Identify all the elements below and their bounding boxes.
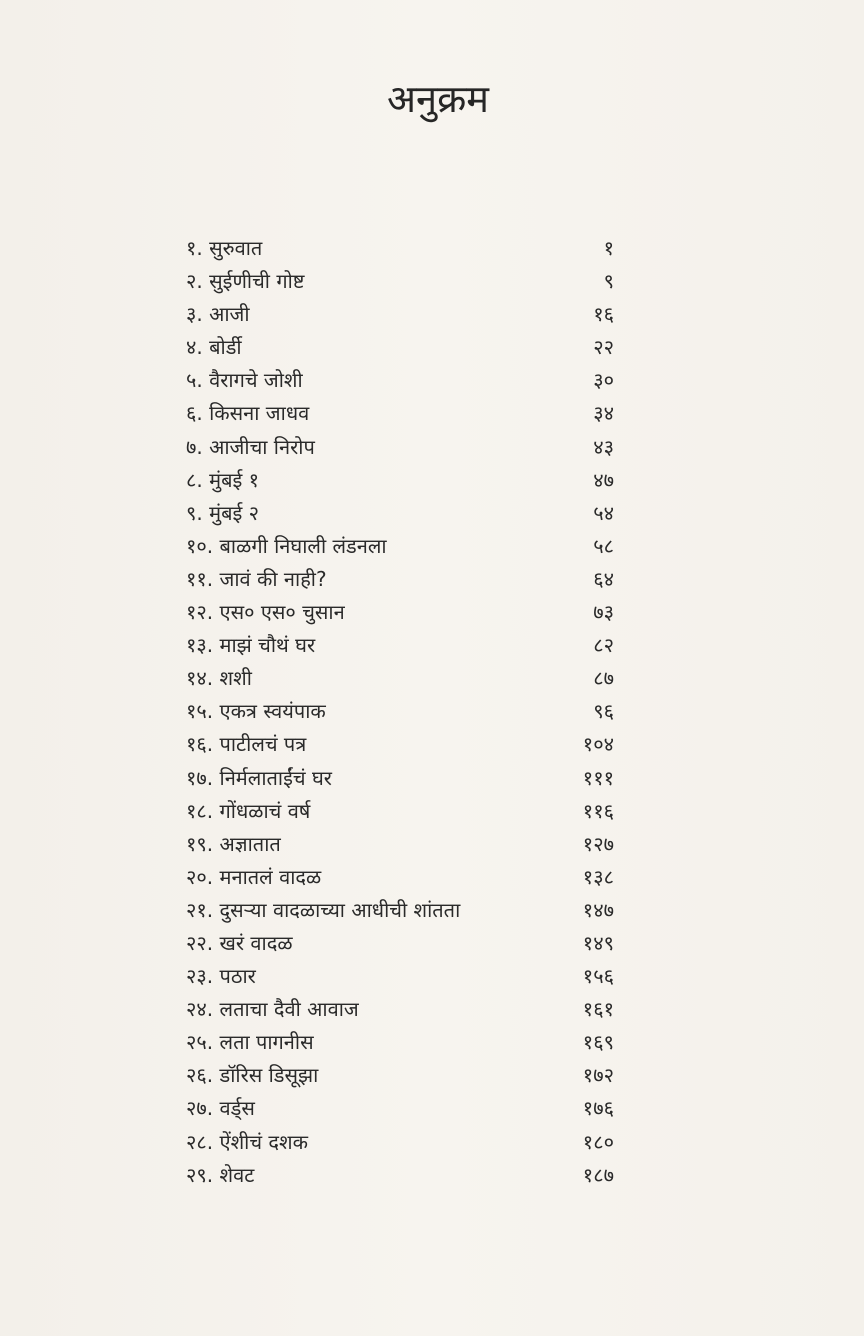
toc-row bbox=[186, 298, 618, 331]
toc-row bbox=[186, 1159, 618, 1192]
toc-entry-page: ३० bbox=[593, 368, 614, 393]
toc-entry-page: १७२ bbox=[582, 1063, 614, 1088]
toc-row bbox=[186, 331, 618, 364]
toc-entry-page: १५६ bbox=[582, 964, 614, 989]
toc-entry-title: २७. वर्ड्स bbox=[186, 1096, 255, 1121]
toc-entry-title: १०. बाळगी निघाली लंडनला bbox=[186, 533, 387, 558]
toc-entry-page: १२७ bbox=[582, 831, 614, 856]
toc-row bbox=[186, 629, 618, 662]
toc-entry-title: ३. आजी bbox=[186, 302, 250, 327]
toc-entry-page: २२ bbox=[593, 335, 614, 360]
toc-row bbox=[186, 662, 618, 695]
toc-row bbox=[186, 894, 618, 927]
toc-row bbox=[186, 431, 618, 464]
toc-entry-title: ४. बोर्डी bbox=[186, 335, 242, 360]
toc-entry-page: ८७ bbox=[593, 666, 614, 691]
toc-entry-page: १६९ bbox=[582, 1030, 614, 1055]
toc-row bbox=[186, 1126, 618, 1159]
toc-entry-title: २५. लता पागनीस bbox=[186, 1030, 314, 1055]
toc-row bbox=[186, 795, 618, 828]
toc-row bbox=[186, 927, 618, 960]
toc-entry-title: १६. पाटीलचं पत्र bbox=[186, 732, 307, 757]
toc-entry-title: २८. ऐंशीचं दशक bbox=[186, 1129, 308, 1154]
toc-row bbox=[186, 828, 618, 861]
toc-entry-title: १. सुरुवात bbox=[186, 236, 263, 260]
toc-entry-page: १८७ bbox=[582, 1162, 614, 1187]
toc-entry-title: १८. गोंधळाचं वर्ष bbox=[186, 798, 311, 823]
toc-entry-title: २६. डॉरिस डिसूझा bbox=[186, 1063, 319, 1088]
toc-entry-page: १७६ bbox=[582, 1096, 614, 1121]
table-of-contents bbox=[186, 232, 618, 1192]
toc-entry-title: २०. मनातलं वादळ bbox=[186, 864, 322, 889]
toc-entry-title: ९. मुंबई २ bbox=[186, 500, 260, 525]
toc-row bbox=[186, 861, 618, 894]
toc-entry-title: १९. अज्ञातात bbox=[186, 831, 281, 856]
toc-entry-page: १११ bbox=[582, 765, 614, 790]
toc-row bbox=[186, 596, 618, 629]
toc-entry-page: ४३ bbox=[593, 434, 614, 459]
toc-entry-page: ९ bbox=[603, 269, 614, 294]
toc-row bbox=[186, 695, 618, 728]
toc-entry-page: ५४ bbox=[593, 500, 614, 525]
toc-row bbox=[186, 364, 618, 397]
toc-row bbox=[186, 497, 618, 530]
toc-row bbox=[186, 530, 618, 563]
toc-row bbox=[186, 232, 618, 265]
toc-row bbox=[186, 397, 618, 430]
toc-row bbox=[186, 960, 618, 993]
toc-entry-title: २. सुईणीची गोष्ट bbox=[186, 269, 305, 294]
toc-entry-page: १४९ bbox=[582, 930, 614, 955]
toc-row bbox=[186, 993, 618, 1026]
toc-row bbox=[186, 1059, 618, 1092]
toc-entry-page: ११६ bbox=[582, 798, 614, 823]
toc-entry-page: ३४ bbox=[593, 401, 614, 426]
toc-entry-title: ६. किसना जाधव bbox=[186, 401, 310, 426]
toc-entry-title: १२. एस० एस० चुसान bbox=[186, 600, 345, 625]
toc-entry-title: १४. शशी bbox=[186, 666, 252, 691]
toc-entry-title: २१. दुसऱ्या वादळाच्या आधीची शांतता bbox=[186, 897, 461, 922]
toc-entry-title: ५. वैरागचे जोशी bbox=[186, 368, 303, 393]
toc-entry-page: ८२ bbox=[593, 633, 614, 658]
toc-row bbox=[186, 1092, 618, 1125]
toc-entry-title: २३. पठार bbox=[186, 964, 256, 989]
toc-entry-page: १६१ bbox=[582, 997, 614, 1022]
toc-row bbox=[186, 464, 618, 497]
toc-row bbox=[186, 265, 618, 298]
toc-entry-page: १४७ bbox=[582, 897, 614, 922]
toc-entry-page: १३८ bbox=[582, 864, 614, 889]
page-title: अनुक्रम bbox=[386, 77, 490, 121]
toc-entry-page: ७३ bbox=[593, 600, 614, 625]
toc-entry-page: १६ bbox=[593, 302, 614, 327]
toc-row bbox=[186, 762, 618, 795]
toc-entry-page: ४७ bbox=[593, 467, 614, 492]
toc-entry-title: ७. आजीचा निरोप bbox=[186, 434, 315, 459]
toc-entry-page: ६४ bbox=[593, 566, 614, 591]
toc-row bbox=[186, 728, 618, 761]
toc-entry-page: १८० bbox=[582, 1129, 614, 1154]
toc-row bbox=[186, 563, 618, 596]
toc-entry-title: १७. निर्मलाताईंचं घर bbox=[186, 765, 332, 790]
toc-entry-title: २९. शेवट bbox=[186, 1162, 255, 1187]
toc-entry-page: ५८ bbox=[593, 533, 614, 558]
toc-row bbox=[186, 1026, 618, 1059]
toc-entry-title: ८. मुंबई १ bbox=[186, 467, 260, 492]
toc-entry-title: १५. एकत्र स्वयंपाक bbox=[186, 699, 326, 724]
toc-entry-page: १०४ bbox=[582, 732, 614, 757]
toc-entry-page: ९६ bbox=[593, 699, 614, 724]
toc-entry-title: ११. जावं की नाही? bbox=[186, 566, 327, 591]
toc-entry-title: २४. लताचा दैवी आवाज bbox=[186, 997, 359, 1022]
toc-entry-title: २२. खरं वादळ bbox=[186, 930, 293, 955]
toc-entry-title: १३. माझं चौथं घर bbox=[186, 633, 316, 658]
toc-entry-page: १ bbox=[603, 236, 614, 260]
